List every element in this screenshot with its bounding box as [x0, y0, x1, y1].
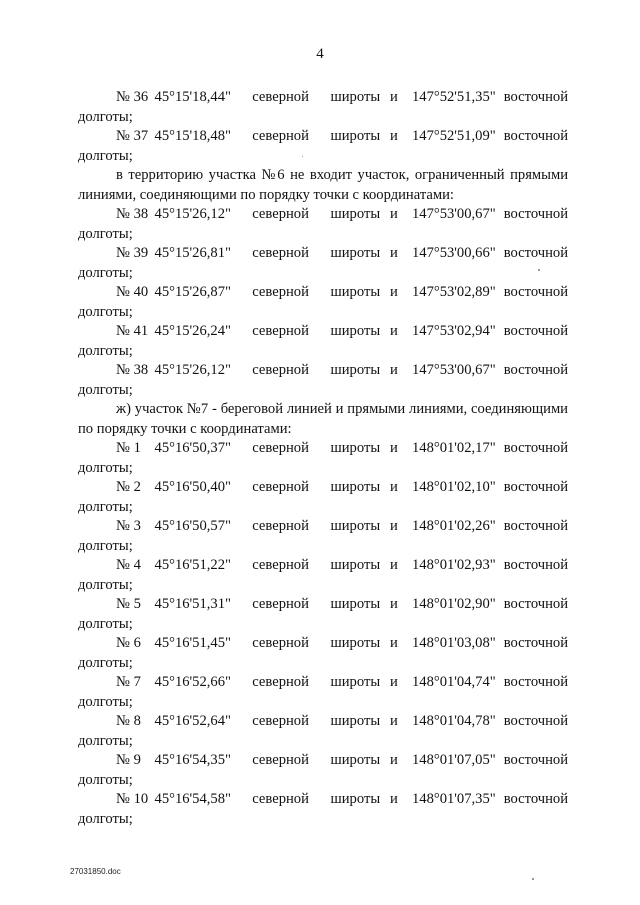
point-number: № 40: [116, 284, 149, 300]
coordinate-entry: [78, 673, 568, 712]
coordinate-entry: [78, 790, 568, 829]
coordinate-line: [78, 595, 568, 615]
coordinate-entry: [78, 322, 568, 361]
latitude-value: 45°15'26,87": [154, 284, 231, 300]
coordinate-entry: [78, 244, 568, 283]
latitude-value: 45°16'51,22": [154, 557, 231, 573]
longitude-direction: восточной: [503, 323, 569, 339]
latitude-word: широты: [330, 635, 381, 651]
longitude-direction: восточной: [503, 596, 569, 612]
coordinate-line: [78, 322, 568, 342]
longitude-word: долготы;: [78, 225, 133, 242]
longitude-word: долготы;: [78, 732, 133, 749]
longitude-direction: восточной: [503, 440, 569, 456]
longitude-value: 147°53'02,89": [411, 284, 496, 300]
longitude-direction: восточной: [503, 674, 569, 690]
longitude-direction: восточной: [503, 752, 569, 768]
latitude-value: 45°15'26,81": [154, 245, 231, 261]
coordinate-entry: [78, 127, 568, 166]
point-number: № 38: [116, 206, 149, 222]
latitude-word: широты: [330, 713, 381, 729]
coordinate-entry: [78, 712, 568, 751]
latitude-value: 45°15'18,44": [154, 89, 231, 105]
latitude-value: 45°16'52,66": [154, 674, 231, 690]
longitude-direction: восточной: [503, 206, 569, 222]
longitude-word: долготы;: [78, 615, 133, 632]
coordinate-entry: [78, 595, 568, 634]
point-number: № 2: [116, 479, 141, 495]
coordinate-list: [78, 88, 568, 166]
coordinate-line: [78, 712, 568, 732]
longitude-word: долготы;: [78, 342, 133, 359]
latitude-word: широты: [330, 245, 381, 261]
latitude-word: широты: [330, 596, 381, 612]
conjunction: и: [389, 89, 398, 105]
conjunction: и: [389, 440, 398, 456]
longitude-word: долготы;: [78, 264, 133, 281]
longitude-word: долготы;: [78, 459, 133, 476]
conjunction: и: [389, 674, 398, 690]
longitude-direction: восточной: [503, 713, 569, 729]
longitude-word: долготы;: [78, 771, 133, 788]
latitude-direction: северной: [252, 557, 309, 573]
longitude-word: долготы;: [78, 498, 133, 515]
latitude-direction: северной: [252, 596, 309, 612]
latitude-word: широты: [330, 440, 381, 456]
longitude-word: долготы;: [78, 147, 133, 164]
longitude-value: 147°53'00,67": [411, 362, 496, 378]
latitude-direction: северной: [252, 674, 309, 690]
coordinate-line: [78, 283, 568, 303]
latitude-direction: северной: [252, 479, 309, 495]
latitude-word: широты: [330, 674, 381, 690]
latitude-direction: северной: [252, 128, 309, 144]
conjunction: и: [389, 557, 398, 573]
longitude-value: 148°01'04,78": [411, 713, 496, 729]
paragraph-text: ж) участок №7 - береговой линией и прямыми линиями, соединяющими по порядку точки с координатами:: [78, 401, 568, 437]
latitude-word: широты: [330, 128, 381, 144]
longitude-value: 148°01'07,05": [411, 752, 496, 768]
document-body: [78, 88, 568, 829]
conjunction: и: [389, 284, 398, 300]
point-number: № 36: [116, 89, 149, 105]
latitude-value: 45°16'52,64": [154, 713, 231, 729]
latitude-word: широты: [330, 284, 381, 300]
latitude-direction: северной: [252, 245, 309, 261]
conjunction: и: [389, 752, 398, 768]
point-number: № 38: [116, 362, 149, 378]
longitude-direction: восточной: [503, 479, 569, 495]
longitude-word: долготы;: [78, 654, 133, 671]
coordinate-list: [78, 205, 568, 400]
conjunction: и: [389, 713, 398, 729]
longitude-word: долготы;: [78, 303, 133, 320]
coordinate-entry: [78, 634, 568, 673]
coordinate-line: [78, 673, 568, 693]
latitude-word: широты: [330, 479, 381, 495]
conjunction: и: [389, 791, 398, 807]
latitude-value: 45°15'18,48": [154, 128, 231, 144]
longitude-word: долготы;: [78, 108, 133, 125]
point-number: № 1: [116, 440, 141, 456]
latitude-value: 45°16'54,35": [154, 752, 231, 768]
point-number: № 39: [116, 245, 149, 261]
latitude-direction: северной: [252, 635, 309, 651]
longitude-direction: восточной: [503, 128, 569, 144]
coordinate-line: [78, 634, 568, 654]
coordinate-line: [78, 205, 568, 225]
coordinate-line: [78, 439, 568, 459]
point-number: № 7: [116, 674, 141, 690]
longitude-word: долготы;: [78, 576, 133, 593]
scan-speck: [538, 269, 540, 271]
coordinate-line: [78, 361, 568, 381]
longitude-value: 148°01'02,90": [411, 596, 496, 612]
conjunction: и: [389, 596, 398, 612]
conjunction: и: [389, 323, 398, 339]
scan-speck: [532, 878, 534, 880]
conjunction: и: [389, 206, 398, 222]
point-number: № 37: [116, 128, 149, 144]
latitude-value: 45°15'26,24": [154, 323, 231, 339]
coordinate-entry: [78, 283, 568, 322]
coordinate-line: [78, 790, 568, 810]
point-number: № 9: [116, 752, 141, 768]
page-number: 4: [316, 46, 324, 62]
longitude-value: 148°01'02,26": [411, 518, 496, 534]
coordinate-line: [78, 127, 568, 147]
latitude-word: широты: [330, 557, 381, 573]
conjunction: и: [389, 245, 398, 261]
latitude-direction: северной: [252, 284, 309, 300]
latitude-value: 45°16'50,40": [154, 479, 231, 495]
longitude-direction: восточной: [503, 518, 569, 534]
point-number: № 3: [116, 518, 141, 534]
conjunction: и: [389, 635, 398, 651]
coordinate-entry: [78, 361, 568, 400]
latitude-direction: северной: [252, 323, 309, 339]
point-number: № 5: [116, 596, 141, 612]
coordinate-line: [78, 556, 568, 576]
latitude-word: широты: [330, 323, 381, 339]
longitude-value: 148°01'07,35": [411, 791, 496, 807]
coordinate-entry: [78, 439, 568, 478]
latitude-direction: северной: [252, 362, 309, 378]
latitude-value: 45°16'51,45": [154, 635, 231, 651]
coordinate-entry: [78, 751, 568, 790]
longitude-direction: восточной: [503, 791, 569, 807]
latitude-direction: северной: [252, 713, 309, 729]
longitude-value: 148°01'02,10": [411, 479, 496, 495]
point-number: № 10: [116, 791, 149, 807]
latitude-word: широты: [330, 206, 381, 222]
conjunction: и: [389, 518, 398, 534]
longitude-word: долготы;: [78, 810, 133, 827]
point-number: № 4: [116, 557, 141, 573]
latitude-direction: северной: [252, 752, 309, 768]
latitude-value: 45°15'26,12": [154, 362, 231, 378]
longitude-value: 148°01'03,08": [411, 635, 496, 651]
longitude-direction: восточной: [503, 245, 569, 261]
latitude-word: широты: [330, 89, 381, 105]
coordinate-line: [78, 88, 568, 108]
latitude-value: 45°16'50,57": [154, 518, 231, 534]
longitude-direction: восточной: [503, 284, 569, 300]
longitude-direction: восточной: [503, 635, 569, 651]
coordinate-list: [78, 439, 568, 829]
point-number: № 8: [116, 713, 141, 729]
coordinate-line: [78, 751, 568, 771]
longitude-value: 147°52'51,35": [411, 89, 496, 105]
latitude-value: 45°16'54,58": [154, 791, 231, 807]
latitude-direction: северной: [252, 440, 309, 456]
conjunction: и: [389, 362, 398, 378]
latitude-value: 45°16'51,31": [154, 596, 231, 612]
coordinate-line: [78, 478, 568, 498]
coordinate-entry: [78, 517, 568, 556]
longitude-value: 148°01'02,17": [411, 440, 496, 456]
conjunction: и: [389, 479, 398, 495]
longitude-word: долготы;: [78, 537, 133, 554]
latitude-word: широты: [330, 518, 381, 534]
paragraph-plot-7: [78, 400, 568, 439]
paragraph-exclusion: [78, 166, 568, 205]
latitude-direction: северной: [252, 89, 309, 105]
point-number: № 6: [116, 635, 141, 651]
coordinate-line: [78, 244, 568, 264]
coordinate-line: [78, 517, 568, 537]
longitude-value: 147°52'51,09": [411, 128, 496, 144]
document-filename: 27031850.doc: [70, 867, 121, 876]
latitude-word: широты: [330, 791, 381, 807]
scan-speck: [302, 156, 303, 157]
longitude-value: 147°53'00,67": [411, 206, 496, 222]
longitude-word: долготы;: [78, 693, 133, 710]
longitude-direction: восточной: [503, 557, 569, 573]
longitude-value: 148°01'02,93": [411, 557, 496, 573]
longitude-value: 147°53'02,94": [411, 323, 496, 339]
latitude-value: 45°16'50,37": [154, 440, 231, 456]
latitude-direction: северной: [252, 791, 309, 807]
conjunction: и: [389, 128, 398, 144]
latitude-word: широты: [330, 752, 381, 768]
coordinate-entry: [78, 556, 568, 595]
longitude-direction: восточной: [503, 362, 569, 378]
paragraph-text: в территорию участка №6 не входит участок, ограниченный прямыми линиями, соединяющими по порядку точки с координатами:: [78, 167, 568, 203]
latitude-direction: северной: [252, 518, 309, 534]
latitude-direction: северной: [252, 206, 309, 222]
longitude-value: 147°53'00,66": [411, 245, 496, 261]
longitude-word: долготы;: [78, 381, 133, 398]
coordinate-entry: [78, 478, 568, 517]
point-number: № 41: [116, 323, 149, 339]
coordinate-entry: [78, 205, 568, 244]
coordinate-entry: [78, 88, 568, 127]
longitude-value: 148°01'04,74": [411, 674, 496, 690]
latitude-value: 45°15'26,12": [154, 206, 231, 222]
longitude-direction: восточной: [503, 89, 569, 105]
latitude-word: широты: [330, 362, 381, 378]
